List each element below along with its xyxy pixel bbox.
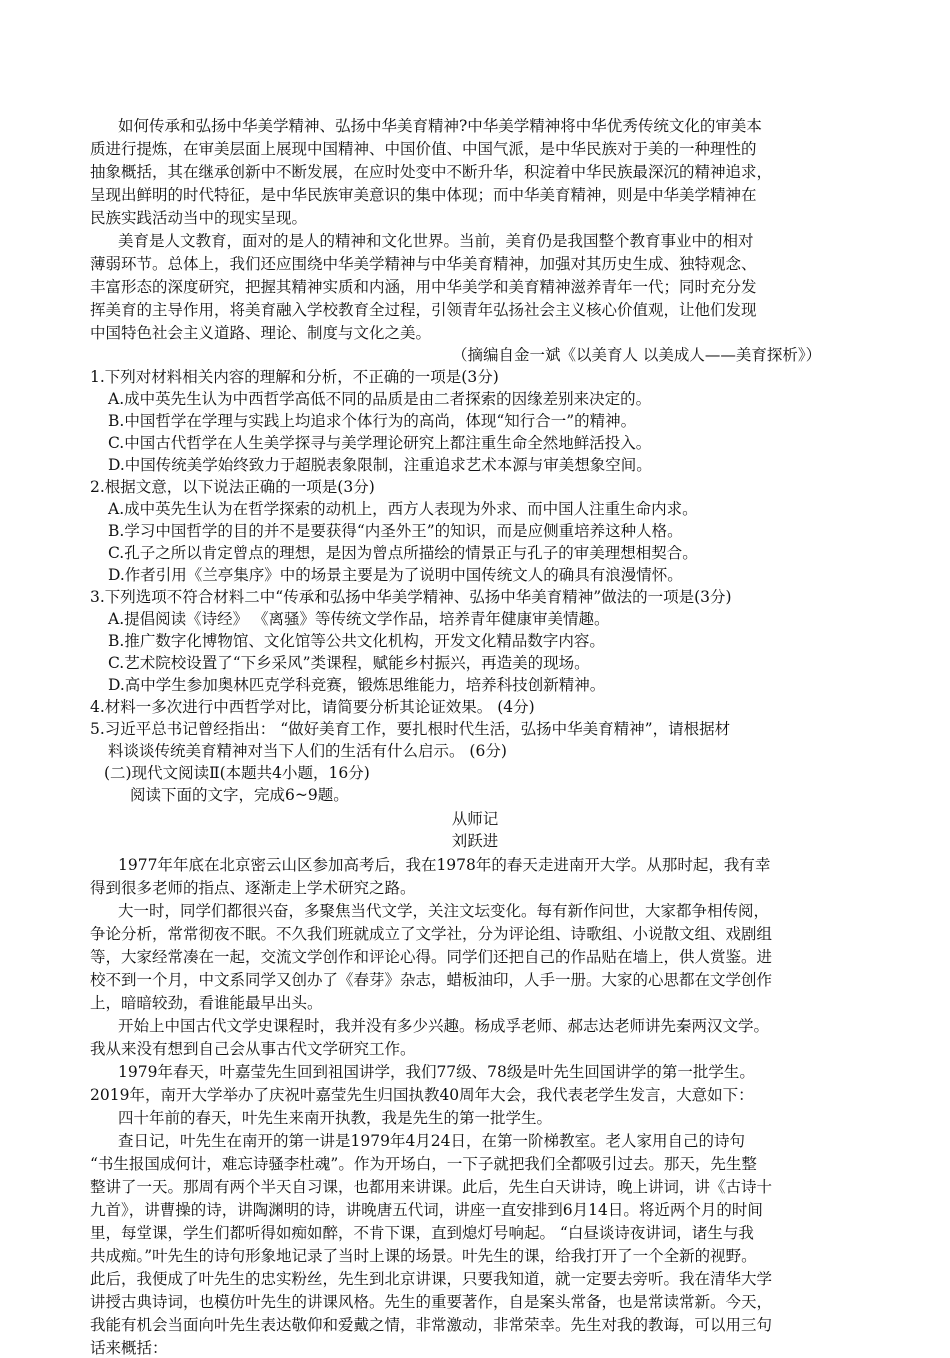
text-line: 话来概括： xyxy=(90,1339,168,1357)
source-citation: （摘编自金一斌《以美育人 以美成人——美育探析》） xyxy=(452,346,822,364)
option-d: D.高中学生参加奥林匹克学科竞赛，锻炼思维能力，培养科技创新精神。 xyxy=(108,676,606,694)
article-author: 刘跃进 xyxy=(451,832,499,850)
option-b: B.中国哲学在学理与实践上均追求个体行为的高尚，体现“知行合一”的精神。 xyxy=(108,412,637,430)
text-line: 质进行提炼，在审美层面上展现中国精神、中国价值、中国气派，是中华民族对于美的一种理性的 xyxy=(90,140,757,158)
text-line: 呈现出鲜明的时代特征，是中华民族审美意识的集中体现；而中华美育精神，则是中华美学精神在 xyxy=(90,186,757,204)
section-instruction: 阅读下面的文字，完成6~9题。 xyxy=(130,786,349,804)
text-line: 里，每堂课，学生们都听得如痴如醉，不肯下课，直到熄灯号响起。 “白昼谈诗夜讲词，诸生与我 xyxy=(90,1224,754,1242)
text-line: 四十年前的春天，叶先生来南开执教，我是先生的第一批学生。 xyxy=(118,1109,553,1127)
question-5-cont: 料谈谈传统美育精神对当下人们的生活有什么启示。 (6分) xyxy=(108,742,507,760)
text-line: 争论分析，常常彻夜不眠。不久我们班就成立了文学社，分为评论组、诗歌组、小说散文组、戏剧组 xyxy=(90,925,773,943)
question-5: 5.习近平总书记曾经指出： “做好美育工作，要扎根时代生活，弘扬中华美育精神”，请根据材 xyxy=(90,720,731,738)
option-b: B.学习中国哲学的目的并不是要获得“内圣外王”的知识，而是应侧重培养这种人格。 xyxy=(108,522,683,540)
question-2: 2.根据文意，以下说法正确的一项是(3分) xyxy=(90,478,375,496)
text-line: 此后，我便成了叶先生的忠实粉丝，先生到北京讲课，只要我知道，就一定要去旁听。我在清华大学 xyxy=(90,1270,773,1288)
option-c: C.孔子之所以肯定曾点的理想，是因为曾点所描绘的情景正与孔子的审美理想相契合。 xyxy=(108,544,698,562)
text-line: 我从来没有想到自己会从事古代文学研究工作。 xyxy=(90,1040,416,1058)
text-line: 2019年，南开大学举办了庆祝叶嘉莹先生归国执教40周年大会，我代表老学生发言，大意如下： xyxy=(90,1086,754,1104)
option-b: B.推广数字化博物馆、文化馆等公共文化机构，开发文化精品数字内容。 xyxy=(108,632,605,650)
text-line: 得到很多老师的指点、逐渐走上学术研究之路。 xyxy=(90,879,416,897)
text-line: 九首》，讲曹操的诗，讲陶渊明的诗，讲晚唐五代词，讲座一直安排到6月14日。将近两个月的时间 xyxy=(90,1201,763,1219)
text-line: 1977年年底在北京密云山区参加高考后，我在1978年的春天走进南开大学。从那时起，我有幸 xyxy=(118,856,771,874)
text-line: 我能有机会当面向叶先生表达敬仰和爱戴之情，非常激动，非常荣幸。先生对我的教诲，可以用三句 xyxy=(90,1316,773,1334)
text-line: 中国特色社会主义道路、理论、制度与文化之美。 xyxy=(90,324,432,342)
text-line: 挥美育的主导作用，将美育融入学校教育全过程，引领青年弘扬社会主义核心价值观，让他们发现 xyxy=(90,301,757,319)
question-3: 3.下列选项不符合材料二中“传承和弘扬中华美学精神、弘扬中华美育精神”做法的一项是(3分) xyxy=(90,588,732,606)
text-line: 抽象概括，其在继承创新中不断发展，在应时处变中不断升华，积淀着中华民族最深沉的精神追求， xyxy=(90,163,773,181)
article-title: 从师记 xyxy=(451,810,499,828)
text-line: 等，大家经常凑在一起，交流文学创作和评论心得。同学们还把自己的作品贴在墙上，供人赏鉴。进 xyxy=(90,948,773,966)
text-line: 1979年春天，叶嘉莹先生回到祖国讲学，我们77级、78级是叶先生回国讲学的第一批学生。 xyxy=(118,1063,755,1081)
text-line: 整讲了一天。那周有两个半天自习课，也都用来讲课。此后，先生白天讲诗，晚上讲词，讲《古诗十 xyxy=(90,1178,773,1196)
text-line: 校不到一个月，中文系同学又创办了《春芽》杂志，蜡板油印，人手一册。大家的心思都在文学创作 xyxy=(90,971,773,989)
text-line: 共成痴。”叶先生的诗句形象地记录了当时上课的场景。叶先生的课，给我打开了一个全新的视野。 xyxy=(90,1247,757,1265)
text-line: 薄弱环节。总体上，我们还应围绕中华美学精神与中华美育精神，加强对其历史生成、独特观念、 xyxy=(90,255,757,273)
option-a: A.成中英先生认为中西哲学高低不同的品质是由二者探索的因缘差别来决定的。 xyxy=(108,390,652,408)
question-1: 1.下列对材料相关内容的理解和分析，不正确的一项是(3分) xyxy=(90,368,499,386)
text-line: 丰富形态的深度研究，把握其精神实质和内涵，用中华美学和美育精神滋养青年一代；同时充分发 xyxy=(90,278,757,296)
text-line: 大一时，同学们都很兴奋，多聚焦当代文学，关注文坛变化。每有新作问世，大家都争相传阅， xyxy=(118,902,770,920)
question-4: 4.材料一多次进行中西哲学对比，请简要分析其论证效果。 (4分) xyxy=(90,698,535,716)
option-c: C.艺术院校设置了“下乡采风”类课程，赋能乡村振兴，再造美的现场。 xyxy=(108,654,590,672)
text-line: “书生报国成何计，难忘诗骚李杜魂”。作为开场白，一下子就把我们全都吸引过去。那天，先生整 xyxy=(90,1155,757,1173)
option-a: A.提倡阅读《诗经》 《离骚》等传统文学作品，培养青年健康审美情趣。 xyxy=(108,610,610,628)
text-line: 如何传承和弘扬中华美学精神、弘扬中华美育精神?中华美学精神将中华优秀传统文化的审美本 xyxy=(118,117,762,135)
text-line: 讲授古典诗词，也模仿叶先生的讲课风格。先生的重要著作，自是案头常备，也是常读常新。今天， xyxy=(90,1293,773,1311)
text-line: 开始上中国古代文学史课程时，我并没有多少兴趣。杨成孚老师、郝志达老师讲先秦两汉文学。 xyxy=(118,1017,770,1035)
text-line: 美育是人文教育，面对的是人的精神和文化世界。当前，美育仍是我国整个教育事业中的相对 xyxy=(118,232,754,250)
section-heading: (二)现代文阅读Ⅱ(本题共4小题，16分) xyxy=(104,764,370,782)
text-line: 上，暗暗较劲，看谁能最早出头。 xyxy=(90,994,323,1012)
text-line: 民族实践活动当中的现实呈现。 xyxy=(90,209,308,227)
option-d: D.中国传统美学始终致力于超脱表象限制，注重追求艺术本源与审美想象空间。 xyxy=(108,456,652,474)
option-c: C.中国古代哲学在人生美学探寻与美学理论研究上都注重生命全然地鲜活投入。 xyxy=(108,434,652,452)
option-a: A.成中英先生认为在哲学探索的动机上，西方人表现为外求、而中国人注重生命内求。 xyxy=(108,500,698,518)
text-line: 查日记，叶先生在南开的第一讲是1979年4月24日，在第一阶梯教室。老人家用自己的诗句 xyxy=(118,1132,746,1150)
option-d: D.作者引用《兰亭集序》中的场景主要是为了说明中国传统文人的确具有浪漫情怀。 xyxy=(108,566,683,584)
